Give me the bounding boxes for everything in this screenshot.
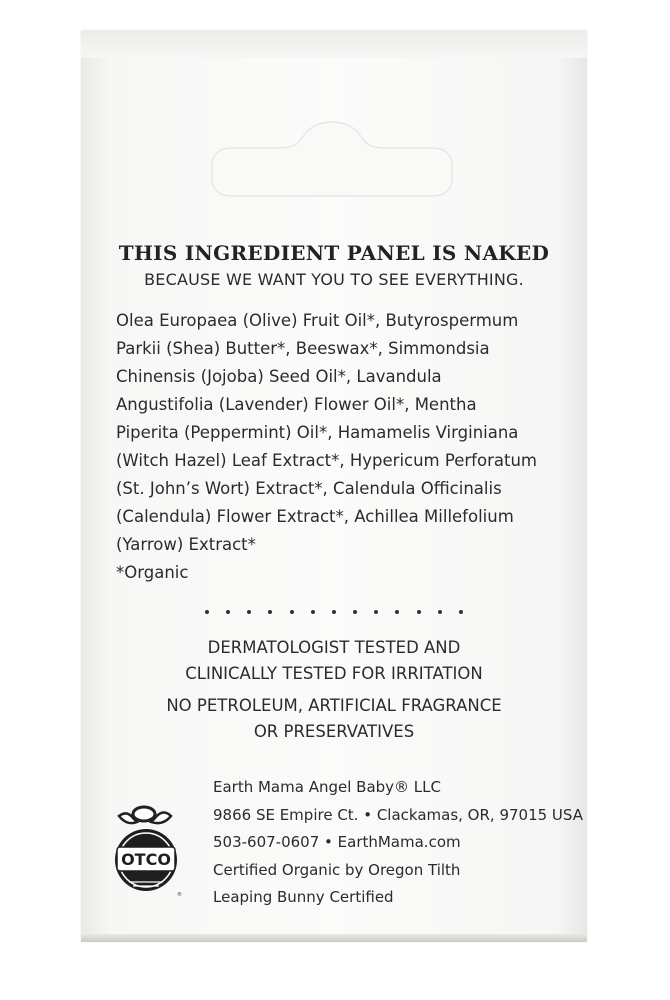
panel-subheadline: BECAUSE WE WANT YOU TO SEE EVERYTHING. [144,270,524,289]
company-contact: 503-607-0607 • EarthMama.com [213,833,461,851]
ingredient-line: Angustifolia (Lavender) Flower Oil*, Mentha [116,395,477,414]
panel-headline: THIS INGREDIENT PANEL IS NAKED [118,241,550,265]
box-bottom-edge [81,934,587,942]
svg-text:®: ® [177,892,182,898]
ingredient-line: Olea Europaea (Olive) Fruit Oil*, Butyrospermum [116,311,519,330]
claim-free-from-line-1: NO PETROLEUM, ARTIFICIAL FRAGRANCE [166,696,502,715]
otco-certified-organic-icon [111,804,181,900]
company-name: Earth Mama Angel Baby® LLC [213,778,441,796]
claim-testing-line-1: DERMATOLOGIST TESTED AND [207,638,461,657]
claim-free-from-line-2: OR PRESERVATIVES [253,722,415,741]
box-top-edge [81,30,587,58]
cruelty-free-certification: Leaping Bunny Certified [213,888,394,906]
ingredient-line: (Yarrow) Extract* [116,535,256,554]
ingredient-line: Parkii (Shea) Butter*, Beeswax*, Simmondsia [116,339,490,358]
ingredients-list [116,307,576,587]
hang-tab-slot [212,122,452,196]
ingredient-line: (Calendula) Flower Extract*, Achillea Millefolium [116,507,514,526]
organic-certification: Certified Organic by Oregon Tilth [213,860,461,879]
claim-testing-line-2: CLINICALLY TESTED FOR IRRITATION [185,664,483,683]
otco-logo-text: OTCO [121,850,171,869]
company-address: 9866 SE Empire Ct. • Clackamas, OR, 97015 USA [213,805,583,824]
ingredient-line: (St. John’s Wort) Extract*, Calendula Officinalis [116,479,502,498]
product-box-back-panel [81,30,587,942]
dotted-divider [205,610,463,614]
ingredient-line: Piperita (Peppermint) Oil*, Hamamelis Virginiana [116,423,519,442]
company-info [213,774,583,912]
ingredient-line: (Witch Hazel) Leaf Extract*, Hypericum Perforatum [116,451,537,470]
ingredient-line: Chinensis (Jojoba) Seed Oil*, Lavandula [116,367,442,386]
organic-footnote: *Organic [116,563,189,582]
product-claims [81,635,587,745]
